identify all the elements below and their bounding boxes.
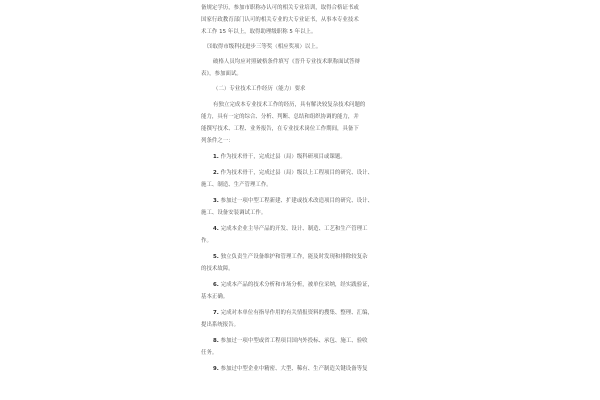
item-number: 6.: [213, 282, 219, 288]
text-line: 表》，参加面试。: [201, 71, 242, 77]
item-text: 参加过一项中型工程新建、扩建或技术改造项目的研究、设计、: [220, 198, 374, 204]
text-line: 作。: [201, 238, 212, 244]
text-line: 破格人员均应对照破格条件填写《晋升专业技术职称面试答辩: [213, 59, 360, 65]
list-item: [213, 366, 368, 373]
text-line: 施工、制造、生产管理工作。: [201, 182, 272, 188]
item-number: 3.: [213, 198, 219, 204]
list-item: [213, 338, 368, 345]
item-number: 7.: [213, 310, 219, 316]
list-item: [213, 154, 346, 161]
item-number: 9.: [213, 366, 219, 372]
text-line: 施工、设备安装调试工作。: [201, 210, 267, 216]
text-line: 的技术故障。: [201, 266, 234, 272]
item-text: 作为技术骨干，完成过县（局）级科研项目或课题。: [220, 154, 346, 160]
text-line: 任务。: [201, 350, 218, 356]
text-line: 列条件之一：: [201, 138, 234, 144]
list-item: [213, 198, 373, 205]
item-number: 8.: [213, 338, 219, 344]
item-text: 完成本企业主导产品的开发、设计、制造、工艺和生产管理工: [220, 226, 368, 232]
text-line: ⑶取得市级科技进步三等奖（相应奖项）以上。: [207, 44, 322, 50]
item-number: 1.: [213, 154, 219, 160]
section-heading: （二）专业技术工作经历（能力）要求: [213, 86, 306, 92]
item-number: 2.: [213, 170, 219, 176]
list-item: [213, 282, 373, 289]
text-line: 备规定学历，参加市职称办认可的相关专业培训，取得合格证书或: [201, 5, 359, 11]
text-line: 国家行政教育部门认可的相关专业的大专业证书，从事本专业技术: [201, 17, 359, 23]
text-line: 提出系统报告。: [201, 322, 240, 328]
text-line: 能力，具有一定的综合、分析、判断、总结和组织协调的能力，并: [201, 114, 359, 120]
list-item: [213, 170, 373, 177]
item-text: 独立负责生产设备维护和管理工作，能及时发现和排除较复杂: [220, 254, 368, 260]
item-text: 完成本产品的技术分析和市场分析，被单位采纳，经实践验证，: [220, 282, 374, 288]
text-line: 能撰写技术、工程、业务报告，在专业技术岗位工作期间，具备下: [201, 126, 359, 132]
text-line: 基本正确。: [201, 294, 229, 300]
item-text: 参加过中型企业中精密、大型、稀有、生产制造关键设备等复: [220, 366, 368, 372]
item-text: 完成对本单位有指导作用的有关情报资料的搜集、整理、汇编，: [220, 310, 374, 316]
item-text: 作为技术骨干，完成过县（局）级以上工程项目的研究、设计、: [220, 170, 374, 176]
list-item: [213, 310, 373, 317]
item-number: 5.: [213, 254, 219, 260]
item-number: 4.: [213, 226, 219, 232]
text-line: 有独立完成本专业技术工作的经历，具有解决较复杂技术问题的: [213, 102, 366, 108]
text-line: 术工作 15 年以上，取得助理级职称 5 年以上。: [201, 29, 317, 35]
list-item: [213, 226, 368, 233]
item-text: 参加过一项中型或省工程项目国内外投标、承包、施工、验收: [220, 338, 368, 344]
list-item: [213, 254, 368, 261]
